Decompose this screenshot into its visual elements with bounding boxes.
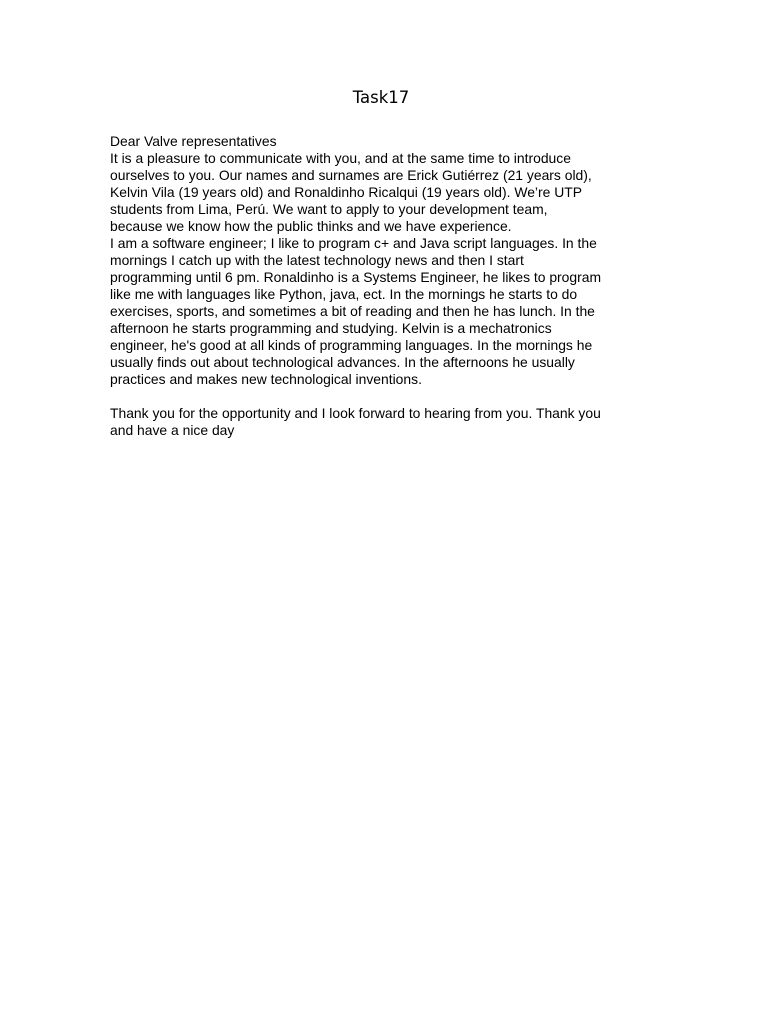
- body-line: mornings I catch up with the latest technology news and then I start: [110, 252, 524, 268]
- body-line: ourselves to you. Our names and surnames are Erick Gutiérrez (21 years old),: [110, 167, 592, 183]
- body-line: afternoon he starts programming and studying. Kelvin is a mechatronics: [110, 320, 552, 336]
- document-title: Task17: [352, 88, 410, 107]
- closing-line: Thank you for the opportunity and I look forward to hearing from you. Thank you: [110, 405, 601, 421]
- paragraph-gap: [110, 388, 670, 405]
- body-line: because we know how the public thinks and we have experience.: [110, 218, 512, 234]
- closing-line: and have a nice day: [110, 422, 235, 438]
- letter-body: [110, 133, 670, 439]
- body-line: practices and makes new technological inventions.: [110, 371, 422, 387]
- body-line: I am a software engineer; I like to program c+ and Java script languages. In the: [110, 235, 597, 251]
- body-line: students from Lima, Perú. We want to apply to your development team,: [110, 201, 548, 217]
- salutation: Dear Valve representatives: [110, 133, 277, 149]
- body-line: usually finds out about technological advances. In the afternoons he usually: [110, 354, 575, 370]
- body-line: like me with languages like Python, java, ect. In the mornings he starts to do: [110, 286, 578, 302]
- body-line: It is a pleasure to communicate with you, and at the same time to introduce: [110, 150, 571, 166]
- body-line: programming until 6 pm. Ronaldinho is a Systems Engineer, he likes to program: [110, 269, 602, 285]
- body-line: exercises, sports, and sometimes a bit of reading and then he has lunch. In the: [110, 303, 595, 319]
- body-line: Kelvin Vila (19 years old) and Ronaldinho Ricalqui (19 years old). We’re UTP: [110, 184, 582, 200]
- body-line: engineer, he's good at all kinds of programming languages. In the mornings he: [110, 337, 593, 353]
